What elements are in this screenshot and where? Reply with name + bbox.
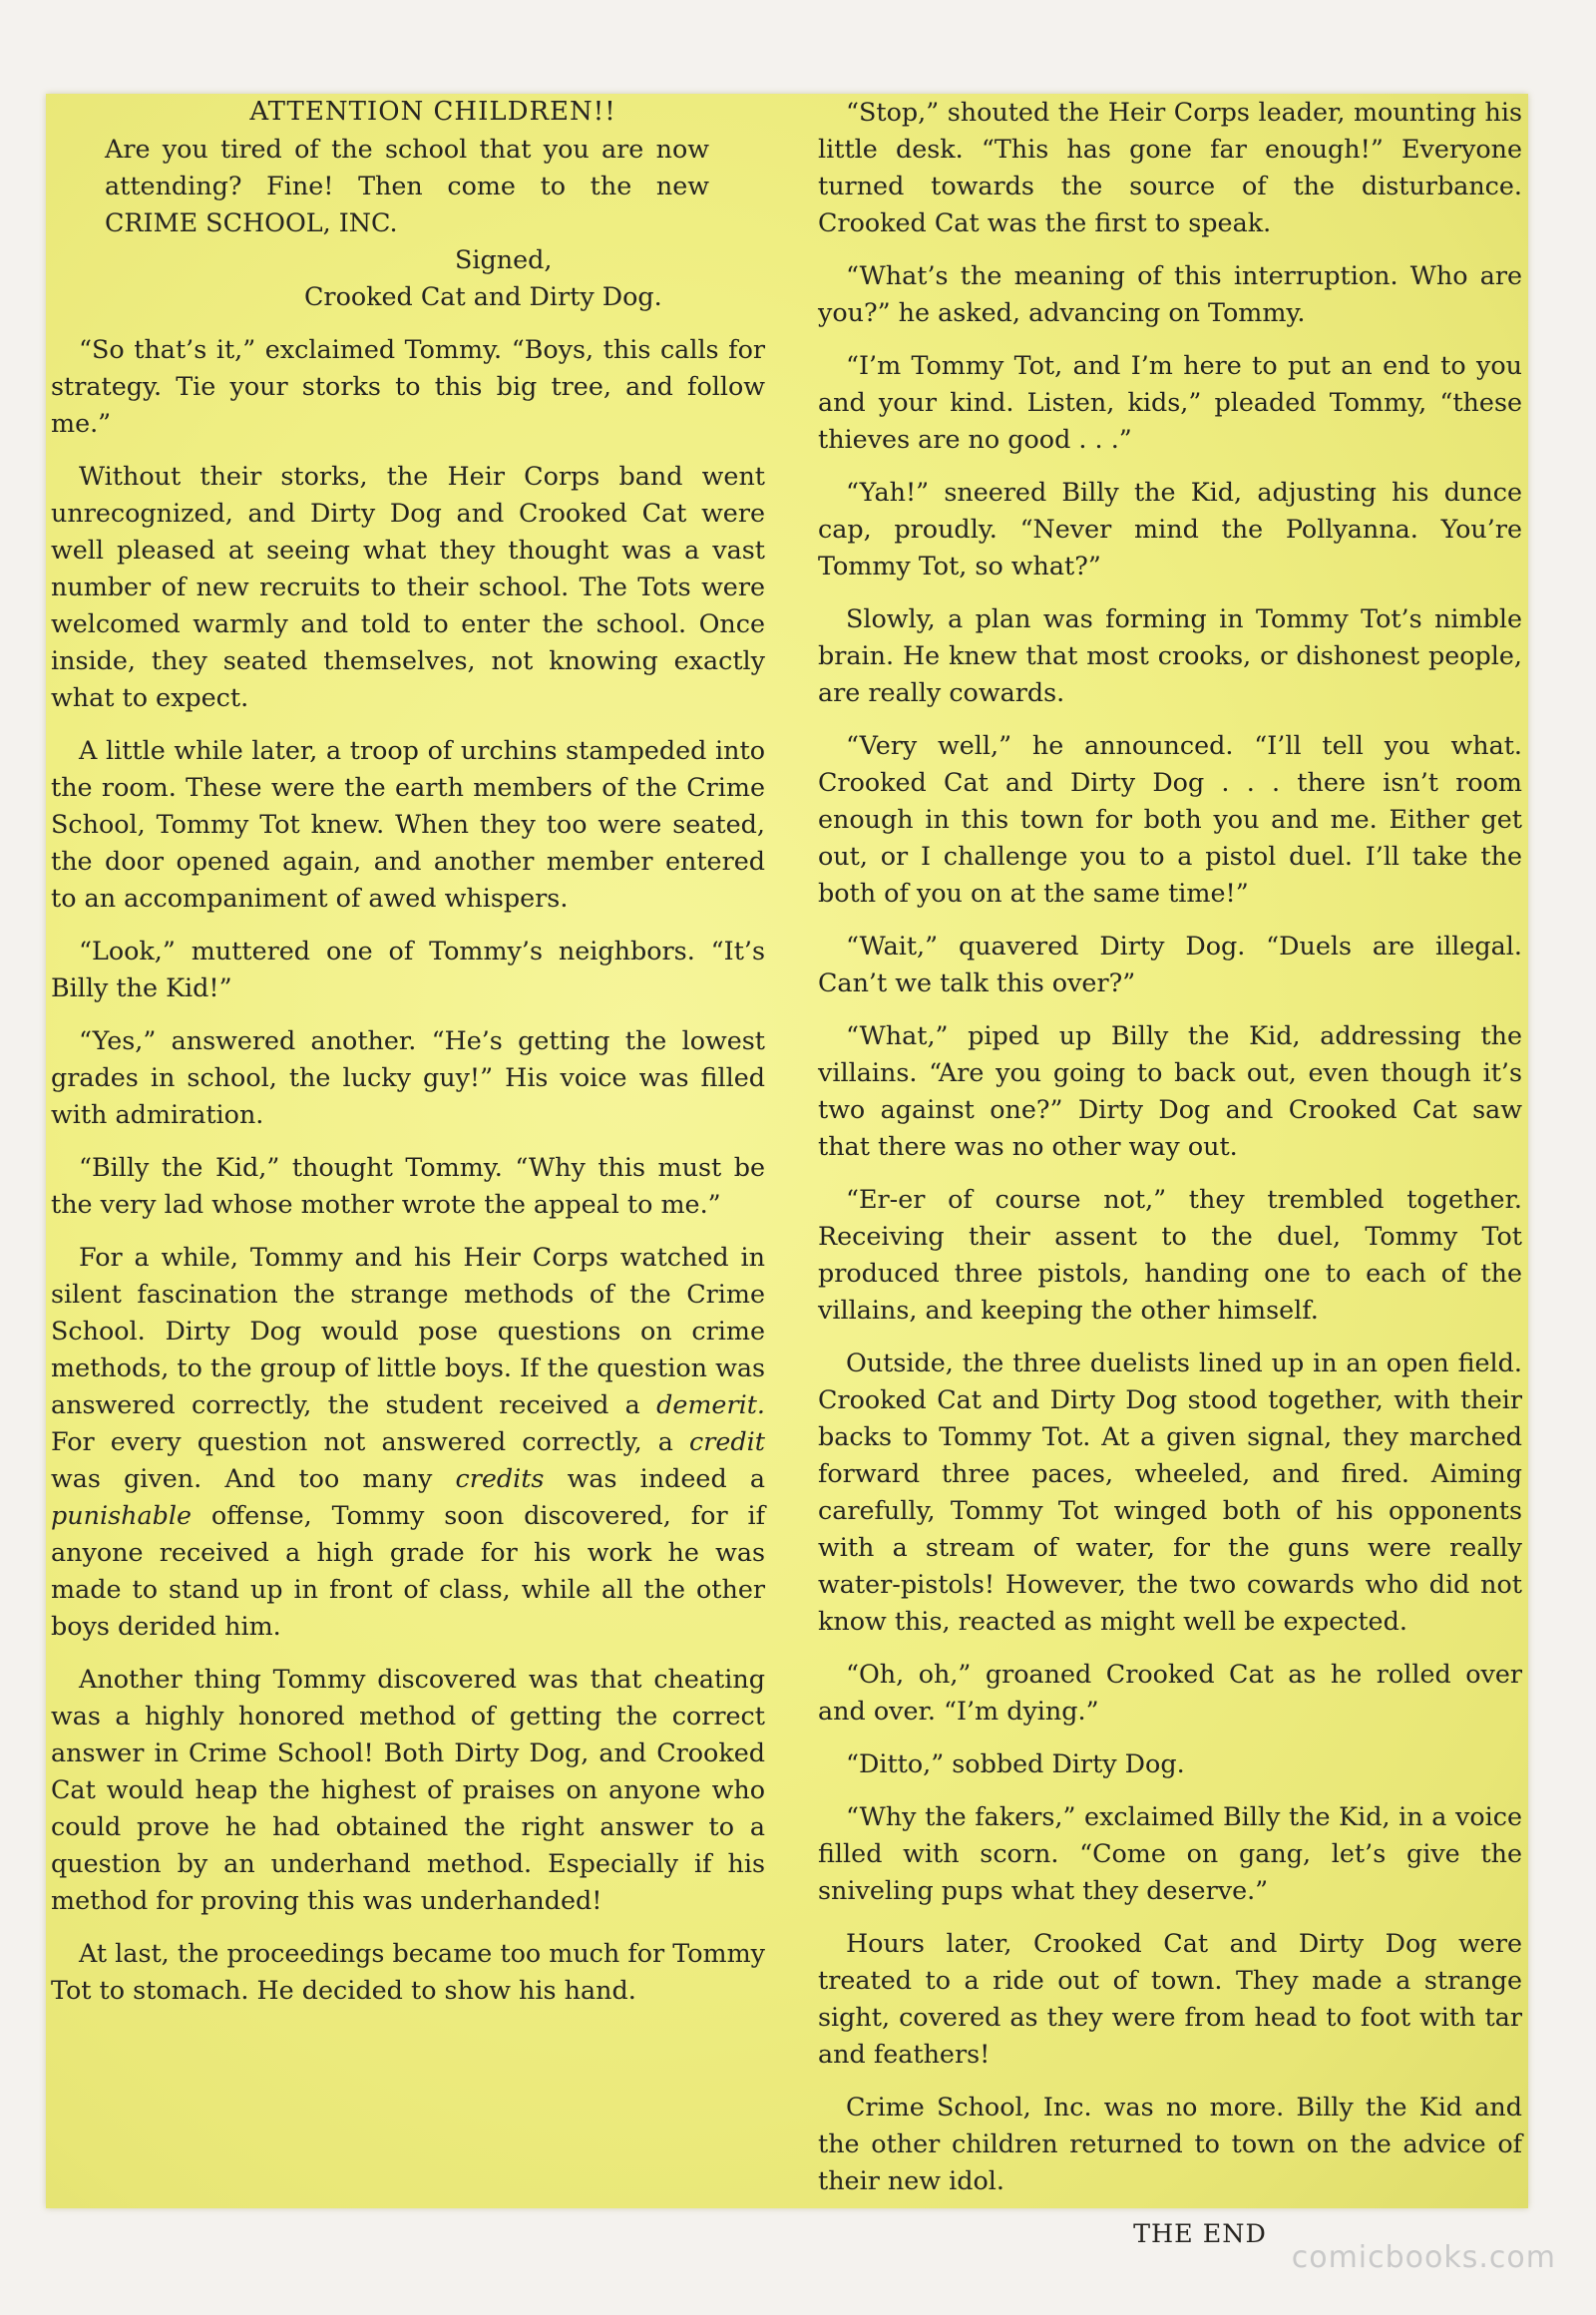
term-demerit: demerit. bbox=[656, 1389, 765, 1419]
story-paragraph: A little while later, a troop of urchins stampeded into the room. These were the earth members of the Crime School, Tommy Tot knew. When they too were seated, the door opened again, and another member entered to an accompaniment of awed whispers. bbox=[51, 735, 765, 913]
term-credits: credits bbox=[455, 1463, 545, 1493]
story-paragraph: “What,” piped up Billy the Kid, addressing the villains. “Are you going to back out, even though it’s two against one?” Dirty Dog and Crooked Cat saw that there was no other way out. bbox=[818, 1020, 1522, 1161]
story-paragraph: “Ditto,” sobbed Dirty Dog. bbox=[846, 1748, 1185, 1778]
notice-title: ATTENTION CHILDREN!! bbox=[249, 97, 616, 127]
story-paragraph: “Wait,” quavered Dirty Dog. “Duels are illegal. Can’t we talk this over?” bbox=[818, 931, 1522, 997]
story-paragraph: “Yah!” sneered Billy the Kid, adjusting his dunce cap, proudly. “Never mind the Pollyanna. You’re Tommy Tot, so what?” bbox=[818, 477, 1522, 580]
the-end-label: THE END bbox=[1133, 2218, 1267, 2248]
story-paragraph: Slowly, a plan was forming in Tommy Tot’s nimble brain. He knew that most crooks, or dishonest people, are really cowards. bbox=[818, 603, 1522, 707]
right-column bbox=[818, 94, 1522, 2248]
story-paragraph: Outside, the three duelists lined up in an open field. Crooked Cat and Dirty Dog stood together, with their backs to Tommy Tot. At a given signal, they marched forward three paces, wheeled, and fired. Aiming carefully, Tommy Tot winged both of his opponents with a stream of water, for the guns were really water-pistols! However, the two cowards who did not know this, reacted as might well be expected. bbox=[818, 1348, 1522, 1636]
story-paragraph-school bbox=[51, 1239, 765, 1645]
left-column bbox=[51, 94, 765, 2198]
text-run: was indeed a bbox=[544, 1463, 765, 1493]
story-paragraph: Without their storks, the Heir Corps band went unrecognized, and Dirty Dog and Crooked Cat were well pleased at seeing what they thought was a vast number of new recruits to their school. The Tots were welcomed warmly and told to enter the school. Once inside, they seated themselves, not knowing exactly what to expect. bbox=[51, 461, 765, 712]
text-run: was given. And too many bbox=[51, 1463, 456, 1493]
story-page bbox=[46, 94, 1528, 2248]
story-paragraph: “Billy the Kid,” thought Tommy. “Why this must be the very lad whose mother wrote the appeal to me.” bbox=[51, 1152, 765, 1219]
story-paragraph: “Very well,” he announced. “I’ll tell you what. Crooked Cat and Dirty Dog . . . there isn’t room enough in this town for both you and me. Either get out, or I challenge you to a pistol duel. I’ll take the both of you on at the same time!” bbox=[818, 730, 1522, 908]
notice-signed: Signed, bbox=[455, 244, 553, 274]
watermark: comicbooks.com bbox=[1291, 2240, 1556, 2275]
story-paragraph: “Er-er of course not,” they trembled together. Receiving their assent to the duel, Tommy Tot produced three pistols, handing one to each of the villains, and keeping the other himself. bbox=[818, 1184, 1522, 1325]
text-run: offense, Tommy soon discovered, for if anyone received a high grade for his work he was made to stand up in front of class, while all the other boys derided him. bbox=[51, 1500, 765, 1641]
story-paragraph: “Stop,” shouted the Heir Corps leader, mounting his little desk. “This has gone far enough!” Everyone turned towards the source of the disturbance. Crooked Cat was the first to speak. bbox=[818, 97, 1522, 237]
story-paragraph: “Why the fakers,” exclaimed Billy the Kid, in a voice filled with scorn. “Come on gang, let’s give the sniveling pups what they deserve.” bbox=[818, 1801, 1522, 1905]
story-paragraph: “Oh, oh,” groaned Crooked Cat as he rolled over and over. “I’m dying.” bbox=[818, 1659, 1522, 1726]
term-credit: credit bbox=[689, 1426, 765, 1456]
notice-signer: Crooked Cat and Dirty Dog. bbox=[304, 281, 662, 311]
story-paragraph: Crime School, Inc. was no more. Billy the Kid and the other children returned to town on the advice of their new idol. bbox=[818, 2092, 1522, 2195]
story-paragraph: Another thing Tommy discovered was that cheating was a highly honored method of getting the correct answer in Crime School! Both Dirty Dog, and Crooked Cat would heap the highest of praises on anyone who could prove he had obtained the right answer to a question by an underhand method. Especially if his method for proving this was underhanded! bbox=[51, 1664, 765, 1915]
story-paragraph: “Yes,” answered another. “He’s getting the lowest grades in school, the lucky guy!” His voice was filled with admiration. bbox=[51, 1025, 765, 1129]
story-paragraph: “I’m Tommy Tot, and I’m here to put an end to you and your kind. Listen, kids,” pleaded Tommy, “these thieves are no good . . .” bbox=[818, 350, 1522, 454]
text-run: For a while, Tommy and his Heir Corps watched in silent fascination the strange methods of the Crime School. Dirty Dog would pose questions on crime methods, to the group of little boys. If the question was answered correctly, the student received a bbox=[51, 1242, 765, 1419]
story-paragraph: Hours later, Crooked Cat and Dirty Dog were treated to a ride out of town. They made a strange sight, covered as they were from head to foot with tar and feathers! bbox=[818, 1928, 1522, 2069]
story-paragraph: “So that’s it,” exclaimed Tommy. “Boys, this calls for strategy. Tie your storks to this big tree, and follow me.” bbox=[51, 334, 765, 438]
term-punishable: punishable bbox=[51, 1500, 192, 1530]
story-paragraph: “Look,” muttered one of Tommy’s neighbors. “It’s Billy the Kid!” bbox=[51, 936, 765, 1002]
notice-body: Are you tired of the school that you are now attending? Fine! Then come to the new CRIME SCHOOL, INC. bbox=[105, 134, 709, 237]
story-paragraph: “What’s the meaning of this interruption. Who are you?” he asked, advancing on Tommy. bbox=[818, 260, 1522, 327]
story-paragraph: At last, the proceedings became too much for Tommy Tot to stomach. He decided to show his hand. bbox=[51, 1938, 765, 2005]
text-run: For every question not answered correctly, a bbox=[51, 1426, 690, 1456]
